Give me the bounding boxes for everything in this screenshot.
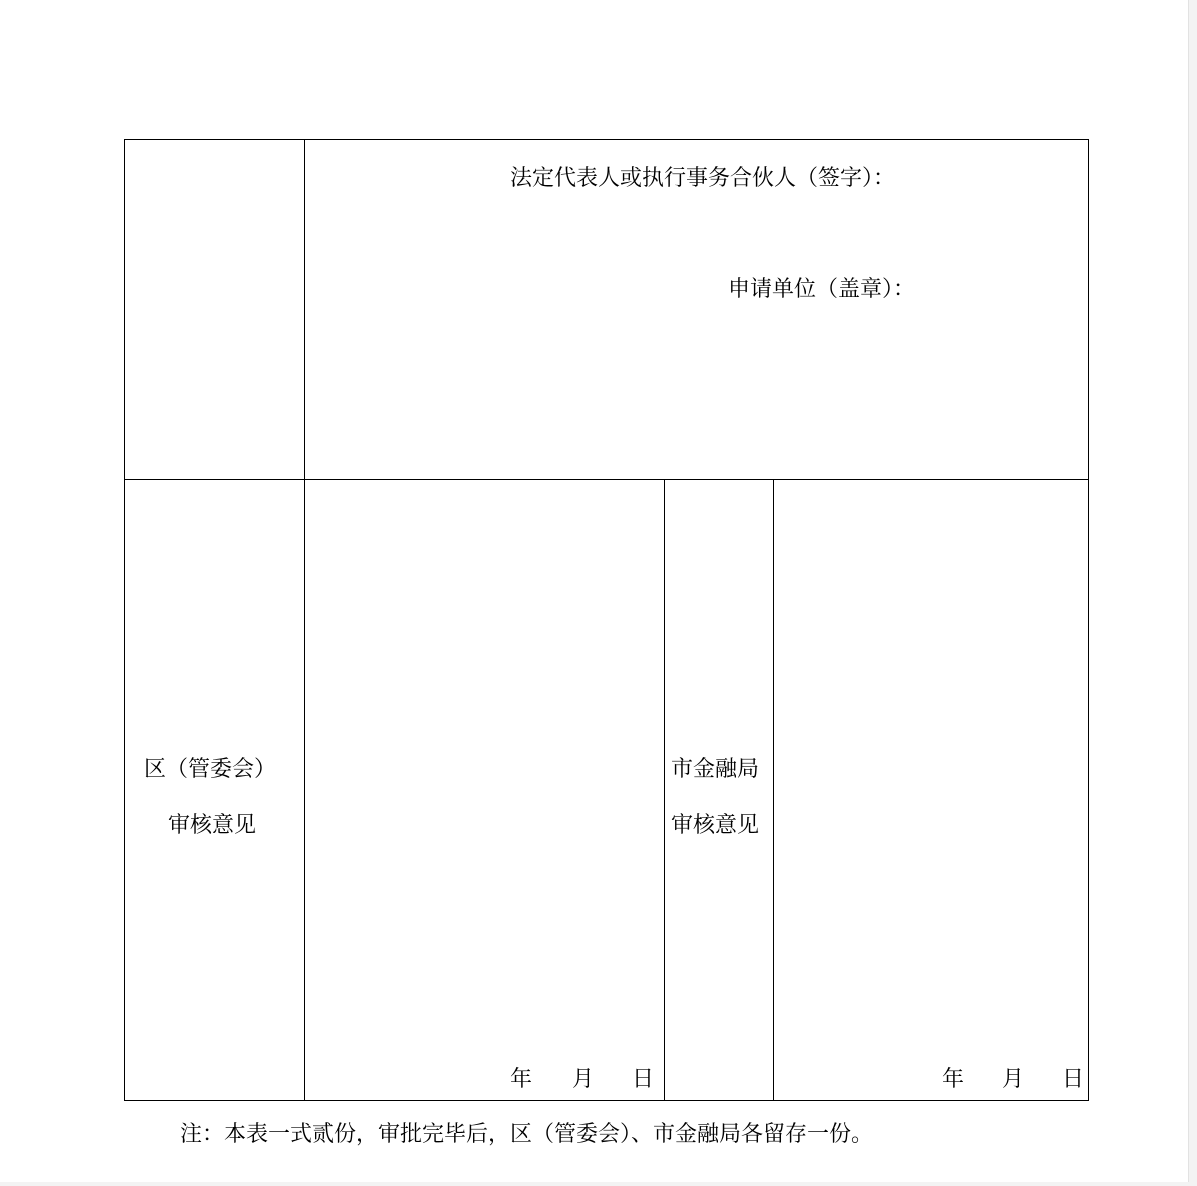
signature-row-header-cell — [125, 140, 305, 480]
city-review-label-line1: 市金融局 — [671, 757, 760, 782]
signature-cell[interactable] — [305, 140, 1089, 480]
city-review-date-month: 月 — [1002, 1067, 1025, 1092]
district-review-label-line1: 区（管委会） — [144, 757, 277, 782]
signature-row — [125, 140, 1089, 480]
district-review-date-day: 日 — [632, 1067, 655, 1092]
page-bottom-edge — [0, 1182, 1197, 1186]
city-review-date-year: 年 — [942, 1067, 965, 1092]
city-review-label-cell — [665, 480, 774, 1101]
review-row — [125, 480, 1089, 1101]
district-review-date — [510, 1066, 654, 1094]
city-review-date-day: 日 — [1062, 1067, 1085, 1092]
city-review-opinion-cell[interactable] — [774, 480, 1089, 1101]
application-form-table — [124, 139, 1089, 1101]
district-review-label-cell — [125, 480, 305, 1101]
district-review-opinion-cell[interactable] — [305, 480, 665, 1101]
legal-representative-signature-label: 法定代表人或执行事务合伙人（签字）： — [510, 166, 896, 191]
footnote: 注：本表一式贰份，审批完毕后，区（管委会）、市金融局各留存一份。 — [180, 1122, 874, 1147]
district-review-label-line2: 审核意见 — [168, 813, 257, 838]
applicant-seal-label: 申请单位（盖章）： — [728, 277, 916, 302]
district-review-date-year: 年 — [510, 1067, 533, 1092]
scrollbar-track[interactable] — [1188, 0, 1197, 1186]
city-review-date — [942, 1066, 1084, 1094]
city-review-label-line2: 审核意见 — [671, 813, 760, 838]
district-review-date-month: 月 — [572, 1067, 595, 1092]
